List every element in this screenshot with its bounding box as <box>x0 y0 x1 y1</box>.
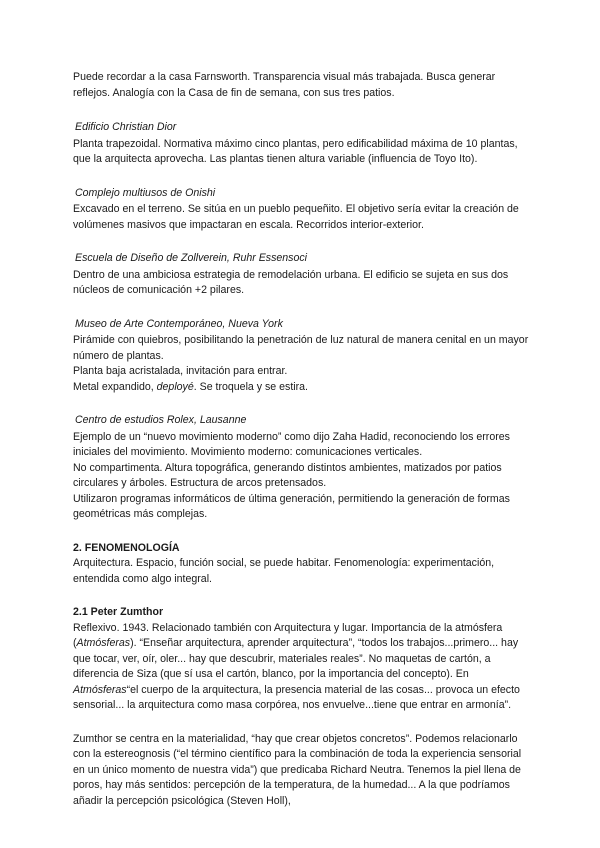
entry-christian-dior <box>73 120 533 168</box>
entry-museo-nueva-york <box>73 317 533 396</box>
intro-paragraph: Puede recordar a la casa Farnsworth. Transparencia visual más trabajada. Busca generar reflejos. Analogía con la Casa de fin de semana, con sus tres patios. <box>73 71 496 99</box>
entry-title: Complejo multiusos de Onishi <box>75 186 216 199</box>
document-page <box>73 70 533 809</box>
section-peter-zumthor <box>73 605 533 714</box>
entry-text: Utilizaron programas informáticos de última generación, permitiendo la generación de formas geométricas más complejas. <box>73 492 510 520</box>
entry-text: Ejemplo de un “nuevo movimiento moderno” como dijo Zaha Hadid, reconociendo los errores iniciales del movimiento. Movimiento moderno: comunicaciones verticales. <box>73 430 510 458</box>
p1-part-a: Reflexivo. 1943. Relacionado también con Arquitectura y lugar. Importancia de la atmósfera ( <box>73 621 503 649</box>
metal-text-emphasis: deployé <box>156 380 194 393</box>
section-heading: 2.1 Peter Zumthor <box>73 606 164 618</box>
section-heading: 2. FENOMENOLOGÍA <box>73 541 180 554</box>
entry-text: Planta trapezoidal. Normativa máximo cinco plantas, pero edificabilidad máxima de 10 plantas, que la arquitecta aprovecha. Las plantas tienen altura variable (influencia de Toyo Ito). <box>73 137 518 165</box>
entry-text: Pirámide con quiebros, posibilitando la penetración de luz natural de manera cenital en un mayor número de plantas. <box>73 334 529 362</box>
entry-rolex <box>73 413 533 523</box>
entry-title: Edificio Christian Dior <box>75 121 177 133</box>
section-paragraph-2: Zumthor se centra en la materialidad, “hay que crear objetos concretos”. Podemos relacionarlo con la estereognosis (“el término científico para la combinación de toda la experiencia sensorial en un único momento de nuestra vida”) que predicaba Richard Neutra. Tenemos la piel llena de poros, hay más sentidos: percepción de la temperatura, de la humedad... A la que podríamos añadir la percepción psicológica (Steven Holl), <box>73 732 522 807</box>
section-fenomenologia <box>73 541 533 588</box>
entry-text: Planta baja acristalada, invitación para entrar. <box>73 365 288 377</box>
entry-title: Museo de Arte Contemporáneo, Nueva York <box>75 317 283 330</box>
p1-emphasis-2: Atmósferas <box>73 683 127 696</box>
entry-title: Escuela de Diseño de Zollverein, Ruhr Essensoci <box>75 252 308 264</box>
entry-title: Centro de estudios Rolex, Lausanne <box>75 414 247 426</box>
p1-part-b: ). “Enseñar arquitectura, aprender arquitectura”, “todos los trabajos...primero... hay que tocar, ver, oír, oler... hay que descubrir, materiales reales”. No maquetas de cartón, a diferencia de Siza (que sí usa el cartón, blanco, por la importancia del concepto). En <box>73 637 519 680</box>
metal-text-a: Metal expandido, <box>73 380 157 393</box>
entry-onishi <box>73 186 533 234</box>
entry-text: Dentro de una ambiciosa estrategia de remodelación urbana. El edificio se sujeta en sus dos núcleos de comunicación +2 pilares. <box>73 268 509 296</box>
entry-text-metal <box>73 380 533 396</box>
section-paragraph-1 <box>73 621 533 714</box>
entry-text: Excavado en el terreno. Se sitúa en un pueblo pequeñito. El objetivo sería evitar la creación de volúmenes masivos que impactaran en escala. Recorridos interior-exterior. <box>73 203 519 231</box>
section-text: Arquitectura. Espacio, función social, se puede habitar. Fenomenología: experimentación, entendida como algo integral. <box>73 557 495 585</box>
p1-emphasis-1: Atmósferas <box>76 637 131 649</box>
metal-text-b: . Se troquela y se estira. <box>193 380 308 393</box>
entry-zollverein <box>73 251 533 299</box>
p1-part-c: “el cuerpo de la arquitectura, la presencia material de las cosas... provoca un efecto sensorial... la arquitectura como masa corpórea, nos envuelve...tiene que entrar en armonía”. <box>73 683 520 711</box>
entry-text: No compartimenta. Altura topográfica, generando distintos ambientes, matizados por patios circulares y árboles. Estructura de arcos pretensados. <box>73 461 502 489</box>
